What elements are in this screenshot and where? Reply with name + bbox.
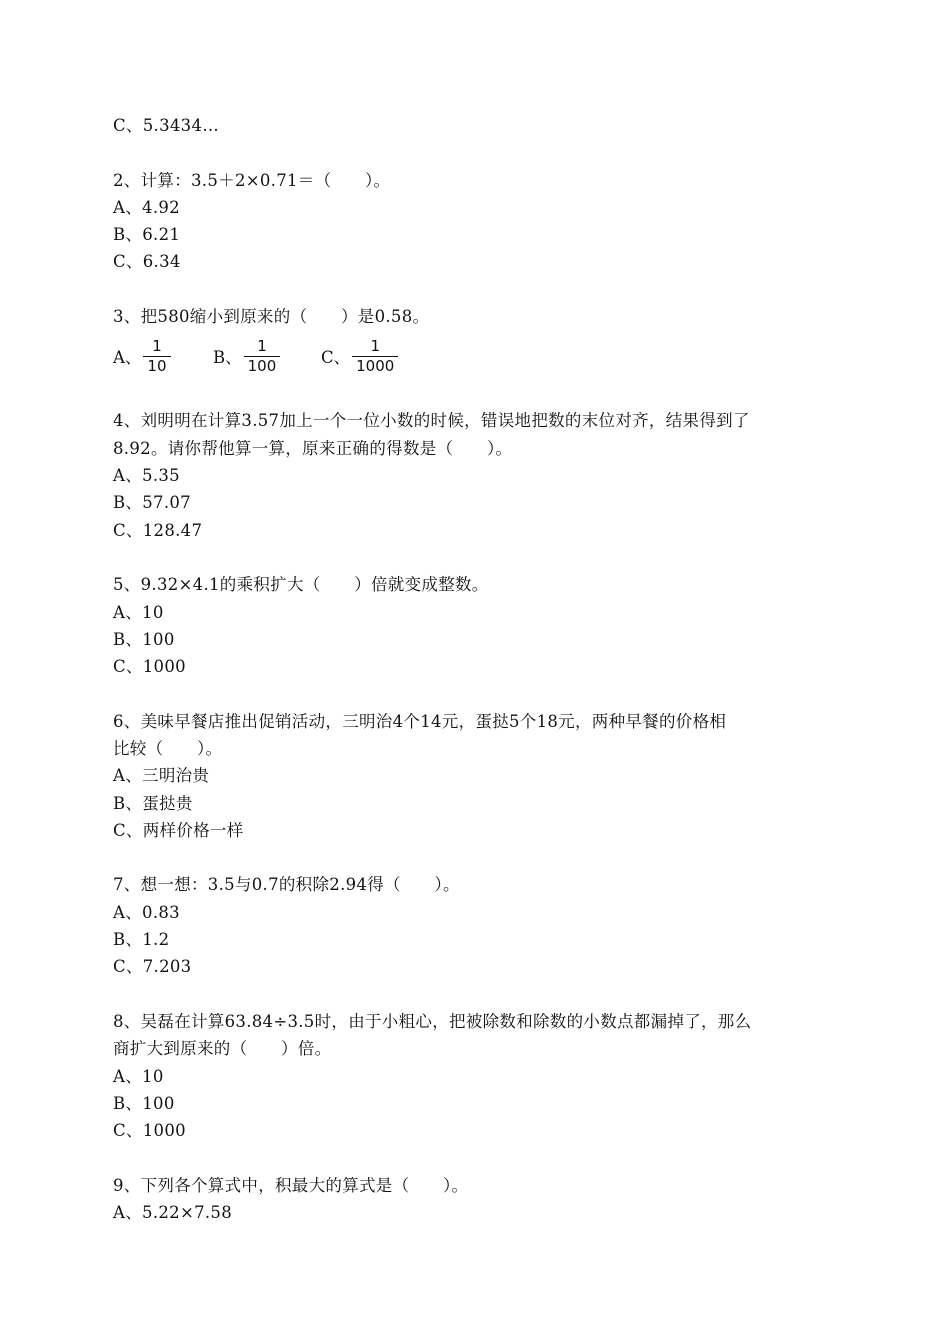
q3-option-a	[113, 334, 171, 378]
q8-question-line2: 商扩大到原来的（ ）倍。	[113, 1039, 332, 1058]
q1-option-c: C、5.3434…	[113, 116, 220, 135]
q3-option-c-fraction	[352, 337, 398, 376]
q6-question-line2: 比较（ ）。	[113, 739, 223, 758]
q7-option-b: B、1.2	[113, 930, 170, 949]
q3-option-c-letter: C、	[321, 348, 351, 367]
q3-option-c-numerator: 1	[370, 336, 380, 355]
q7-option-c: C、7.203	[113, 957, 192, 976]
q2-option-a: A、4.92	[113, 198, 180, 217]
q4-option-c: C、128.47	[113, 521, 203, 540]
q6-option-a: A、三明治贵	[113, 766, 210, 785]
q2-option-b: B、6.21	[113, 225, 181, 244]
q8-option-a: A、10	[113, 1067, 164, 1086]
q6-question-line1: 6、美味早餐店推出促销活动，三明治4个14元，蛋挞5个18元，两种早餐的价格相	[113, 712, 727, 731]
q8-question-line1: 8、吴磊在计算63.84÷3.5时，由于小粗心，把被除数和除数的小数点都漏掉了，那么	[113, 1012, 752, 1031]
q4-question-line1: 4、刘明明在计算3.57加上一个一位小数的时候，错误地把数的末位对齐，结果得到了	[113, 411, 750, 430]
q6-option-b: B、蛋挞贵	[113, 794, 193, 813]
q3-option-c-denominator: 1000	[356, 356, 395, 375]
q2-question: 2、计算：3.5＋2×0.71＝（ ）。	[113, 171, 391, 190]
q4-option-a: A、5.35	[113, 466, 180, 485]
q3-option-b-fraction	[244, 337, 281, 376]
q3-option-b-denominator: 100	[247, 356, 277, 375]
q3-option-b-letter: B、	[213, 348, 242, 367]
q3-question: 3、把580缩小到原来的（ ）是0.58。	[113, 307, 430, 326]
q5-question: 5、9.32×4.1的乘积扩大（ ）倍就变成整数。	[113, 575, 489, 594]
q3-option-b	[213, 334, 280, 378]
q9-question: 9、下列各个算式中，积最大的算式是（ ）。	[113, 1176, 469, 1195]
q4-question-line2: 8.92。请你帮他算一算，原来正确的得数是（ ）。	[113, 439, 513, 458]
q5-option-a: A、10	[113, 603, 164, 622]
q3-option-a-letter: A、	[113, 348, 142, 367]
q3-option-a-denominator: 10	[147, 356, 167, 375]
q8-option-b: B、100	[113, 1094, 175, 1113]
q5-option-c: C、1000	[113, 657, 186, 676]
q9-option-a: A、5.22×7.58	[113, 1203, 233, 1222]
q5-option-b: B、100	[113, 630, 175, 649]
q3-option-c	[321, 334, 398, 378]
q4-option-b: B、57.07	[113, 493, 191, 512]
q7-option-a: A、0.83	[113, 903, 180, 922]
q7-question: 7、想一想：3.5与0.7的积除2.94得（ ）。	[113, 875, 460, 894]
q3-option-a-numerator: 1	[152, 336, 162, 355]
q6-option-c: C、两样价格一样	[113, 821, 244, 840]
q3-option-b-numerator: 1	[257, 336, 267, 355]
q2-option-c: C、6.34	[113, 252, 181, 271]
q3-option-a-fraction	[143, 337, 170, 376]
q8-option-c: C、1000	[113, 1121, 186, 1140]
